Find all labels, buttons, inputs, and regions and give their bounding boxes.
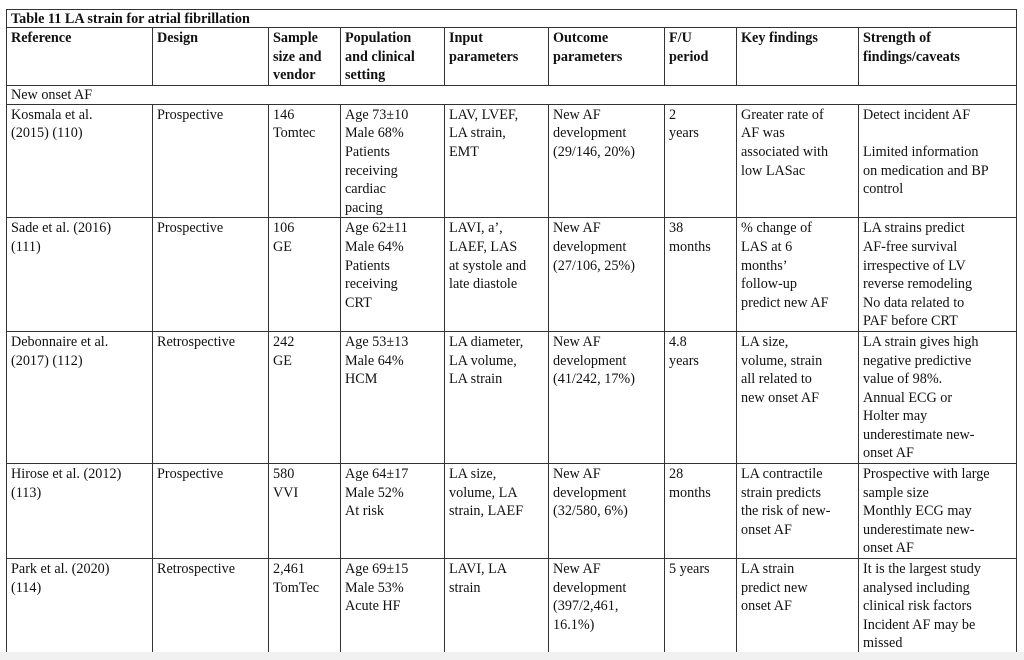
header-input <box>445 28 549 86</box>
cell-line: CRT <box>345 294 372 311</box>
cell-line: AF was <box>741 125 785 142</box>
cell-line: Retrospective <box>157 333 236 350</box>
cell-line: (29/146, 20%) <box>553 143 635 160</box>
cell-sample <box>269 331 341 463</box>
cell-line: Greater rate of <box>741 106 824 123</box>
cell-line: irrespective of LV <box>863 257 966 274</box>
cell-outcome <box>549 331 665 463</box>
cell-line: new onset AF <box>741 389 820 406</box>
cell-line: strain <box>449 579 481 596</box>
cell-input <box>445 331 549 463</box>
cell-line: Park et al. (2020) <box>11 561 110 578</box>
cell-line: LAEF, LAS <box>449 238 518 255</box>
cell-line: (113) <box>11 484 42 501</box>
cell-line: GE <box>273 238 292 255</box>
cell-line: clinical risk factors <box>863 598 972 615</box>
cell-line: sample size <box>863 484 929 501</box>
cell-line: 2,461 <box>273 561 305 578</box>
cell-line: onset AF <box>741 521 792 538</box>
cell-outcome <box>549 104 665 218</box>
cell-input <box>445 104 549 218</box>
cell-line: LA strain, <box>449 125 506 142</box>
cell-line: LA size, <box>449 466 497 483</box>
cell-line: 4.8 <box>669 333 687 350</box>
cell-line: development <box>553 125 627 142</box>
cell-population <box>341 331 445 463</box>
cell-line: Male 68% <box>345 125 404 142</box>
cell-line: LAVI, a’, <box>449 220 503 237</box>
cell-line: (2017) (112) <box>11 352 83 369</box>
cell-line: VVI <box>273 484 299 501</box>
cell-fu <box>665 559 737 654</box>
cell-line: Hirose et al. (2012) <box>11 466 122 483</box>
header-outcome <box>549 28 665 86</box>
cell-design <box>153 559 269 654</box>
header-line: parameters <box>553 48 623 65</box>
cell-line: Holter may <box>863 408 928 425</box>
cell-line: (111) <box>11 238 41 255</box>
cell-line: Tomtec <box>273 125 316 142</box>
cell-line: receiving <box>345 162 398 179</box>
cell-input <box>445 559 549 654</box>
header-line: Input <box>449 30 483 46</box>
cell-line: Kosmala et al. <box>11 106 93 123</box>
cell-line: years <box>669 352 699 369</box>
cell-line: % change of <box>741 220 812 237</box>
header-line: Sample <box>273 30 318 46</box>
cell-line: follow-up <box>741 276 797 293</box>
header-fu <box>665 28 737 86</box>
cell-key <box>737 331 859 463</box>
cell-line: months <box>669 484 711 501</box>
cell-line: EMT <box>449 143 479 160</box>
table-header-row <box>7 28 1017 86</box>
cell-line: development <box>553 238 627 255</box>
cell-line: LAVI, LA <box>449 561 508 578</box>
cell-line: the risk of new- <box>741 503 831 520</box>
cell-line: predict new AF <box>741 294 829 311</box>
cell-line: Annual ECG or <box>863 389 953 406</box>
cell-line: Patients <box>345 143 390 160</box>
cell-population <box>341 464 445 559</box>
cell-reference <box>7 331 153 463</box>
bottom-band <box>0 652 1024 660</box>
cell-line: At risk <box>345 503 385 520</box>
cell-line: value of 98%. <box>863 371 943 388</box>
section-label: New onset AF <box>7 85 1017 104</box>
header-line: Reference <box>11 30 72 46</box>
cell-line: Age 73±10 <box>345 106 409 123</box>
cell-strength <box>859 104 1017 218</box>
cell-line: volume, LA <box>449 484 518 501</box>
cell-line: Sade et al. (2016) <box>11 220 112 237</box>
cell-line: (114) <box>11 579 42 596</box>
cell-input <box>445 464 549 559</box>
header-line: period <box>669 48 709 65</box>
header-reference <box>7 28 153 86</box>
cell-line: HCM <box>345 371 378 388</box>
header-line: parameters <box>449 48 519 65</box>
cell-line: LA diameter, <box>449 333 524 350</box>
cell-line: Age 62±11 <box>345 220 408 237</box>
cell-line: underestimate new- <box>863 426 975 443</box>
cell-line: development <box>553 579 627 596</box>
cell-line: months’ <box>741 257 788 274</box>
cell-strength <box>859 464 1017 559</box>
cell-line: Prospective <box>157 106 224 123</box>
cell-key <box>737 559 859 654</box>
cell-line: New AF <box>553 561 601 578</box>
cell-line: associated with <box>741 143 829 160</box>
cell-fu <box>665 331 737 463</box>
cell-line: LA size, <box>741 333 789 350</box>
cell-line: AF-free survival <box>863 238 958 255</box>
cell-key <box>737 104 859 218</box>
cell-line: 580 <box>273 466 295 483</box>
cell-line: Detect incident AF <box>863 106 971 123</box>
cell-design <box>153 331 269 463</box>
cell-line: at systole and <box>449 257 527 274</box>
cell-line: Male 64% <box>345 352 404 369</box>
cell-fu <box>665 464 737 559</box>
cell-line: 28 <box>669 466 684 483</box>
cell-line: Debonnaire et al. <box>11 333 109 350</box>
cell-line: underestimate new- <box>863 521 975 538</box>
header-line: Strength of <box>863 30 931 46</box>
cell-line: No data related to <box>863 294 965 311</box>
cell-line: Male 52% <box>345 484 404 501</box>
cell-line: Patients <box>345 257 390 274</box>
cell-line: LA strains predict <box>863 220 965 237</box>
cell-line: (41/242, 17%) <box>553 371 635 388</box>
cell-line: Limited information <box>863 143 979 160</box>
cell-line: 5 years <box>669 561 710 578</box>
cell-strength <box>859 218 1017 332</box>
cell-line: late diastole <box>449 276 518 293</box>
cell-design <box>153 218 269 332</box>
cell-sample <box>269 464 341 559</box>
cell-line: Incident AF may be <box>863 616 976 633</box>
cell-line: missed <box>863 635 903 652</box>
cell-design <box>153 464 269 559</box>
cell-population <box>341 104 445 218</box>
cell-line: receiving <box>345 276 398 293</box>
header-line: Design <box>157 30 198 46</box>
cell-key <box>737 464 859 559</box>
cell-line: development <box>553 484 627 501</box>
table-row <box>7 559 1017 654</box>
header-line: and clinical <box>345 48 415 65</box>
cell-line: (397/2,461, <box>553 598 619 615</box>
cell-line: volume, strain <box>741 352 823 369</box>
cell-outcome <box>549 559 665 654</box>
cell-input <box>445 218 549 332</box>
cell-line: Retrospective <box>157 561 236 578</box>
header-line: size and <box>273 48 322 65</box>
cell-line: low LASac <box>741 162 806 179</box>
cell-line: 242 <box>273 333 295 350</box>
cell-strength <box>859 331 1017 463</box>
table-row <box>7 104 1017 218</box>
cell-key <box>737 218 859 332</box>
cell-population <box>341 218 445 332</box>
header-key <box>737 28 859 86</box>
cell-line: Monthly ECG may <box>863 503 972 520</box>
cell-line: on medication and BP <box>863 162 989 179</box>
cell-line: LA volume, <box>449 352 517 369</box>
cell-fu <box>665 218 737 332</box>
table-title-row <box>7 10 1017 28</box>
cell-line: onset AF <box>863 445 914 462</box>
cell-gap <box>863 124 1012 143</box>
cell-strength <box>859 559 1017 654</box>
cell-line: predict new <box>741 579 808 596</box>
cell-reference <box>7 559 153 654</box>
cell-line: onset AF <box>863 540 914 557</box>
cell-sample <box>269 104 341 218</box>
cell-line: (2015) (110) <box>11 125 83 142</box>
cell-line: PAF before CRT <box>863 313 958 330</box>
cell-line: GE <box>273 352 292 369</box>
header-line: vendor <box>273 67 316 84</box>
cell-line: Acute HF <box>345 598 401 615</box>
cell-line: LA strain <box>741 561 795 578</box>
cell-line: Prospective <box>157 220 224 237</box>
cell-line: Prospective <box>157 466 224 483</box>
cell-line: 146 <box>273 106 295 123</box>
cell-line: cardiac <box>345 181 386 198</box>
cell-line: development <box>553 352 627 369</box>
cell-line: Prospective with large <box>863 466 990 483</box>
header-strength <box>859 28 1017 86</box>
header-line: Key findings <box>741 30 818 46</box>
header-line: Outcome <box>553 30 609 46</box>
cell-line: Male 64% <box>345 238 404 255</box>
header-line: F/U <box>669 30 692 46</box>
cell-design <box>153 104 269 218</box>
cell-line: Male 53% <box>345 579 404 596</box>
cell-reference <box>7 464 153 559</box>
header-population <box>341 28 445 86</box>
table-title: Table 11 LA strain for atrial fibrillation <box>7 10 1017 28</box>
cell-line: Age 53±13 <box>345 333 409 350</box>
cell-line: LA strain gives high <box>863 333 979 350</box>
cell-line: all related to <box>741 371 812 388</box>
cell-line: strain predicts <box>741 484 821 501</box>
cell-line: analysed including <box>863 579 970 596</box>
la-strain-table <box>6 9 1017 654</box>
header-sample <box>269 28 341 86</box>
cell-sample <box>269 559 341 654</box>
header-design <box>153 28 269 86</box>
cell-fu <box>665 104 737 218</box>
header-line: Population <box>345 30 412 46</box>
cell-outcome <box>549 464 665 559</box>
table-row <box>7 218 1017 332</box>
cell-line: LAS at 6 <box>741 238 793 255</box>
cell-sample <box>269 218 341 332</box>
cell-line: months <box>669 238 711 255</box>
cell-line: New AF <box>553 106 601 123</box>
cell-line: (27/106, 25%) <box>553 257 635 274</box>
cell-line: New AF <box>553 220 601 237</box>
cell-line: reverse remodeling <box>863 276 973 293</box>
cell-line: 16.1%) <box>553 616 595 633</box>
cell-line: 106 <box>273 220 295 237</box>
cell-reference <box>7 104 153 218</box>
cell-line: (32/580, 6%) <box>553 503 628 520</box>
cell-line: pacing <box>345 199 383 216</box>
cell-line: LA strain <box>449 371 503 388</box>
cell-line: onset AF <box>741 598 792 615</box>
cell-line: It is the largest study <box>863 561 981 578</box>
cell-line: Age 69±15 <box>345 561 409 578</box>
cell-line: New AF <box>553 466 601 483</box>
cell-line: Age 64±17 <box>345 466 409 483</box>
cell-line: control <box>863 181 904 198</box>
cell-line: negative predictive <box>863 352 972 369</box>
cell-line: strain, LAEF <box>449 503 524 520</box>
cell-line: New AF <box>553 333 601 350</box>
cell-outcome <box>549 218 665 332</box>
table-row <box>7 331 1017 463</box>
cell-line: 2 <box>669 106 677 123</box>
section-row <box>7 85 1017 104</box>
cell-line: LA contractile <box>741 466 823 483</box>
cell-line: 38 <box>669 220 684 237</box>
cell-population <box>341 559 445 654</box>
header-line: findings/caveats <box>863 48 960 65</box>
cell-line: TomTec <box>273 579 320 596</box>
table-row <box>7 464 1017 559</box>
header-line: setting <box>345 67 386 84</box>
cell-reference <box>7 218 153 332</box>
cell-line: years <box>669 125 699 142</box>
cell-line: LAV, LVEF, <box>449 106 519 123</box>
